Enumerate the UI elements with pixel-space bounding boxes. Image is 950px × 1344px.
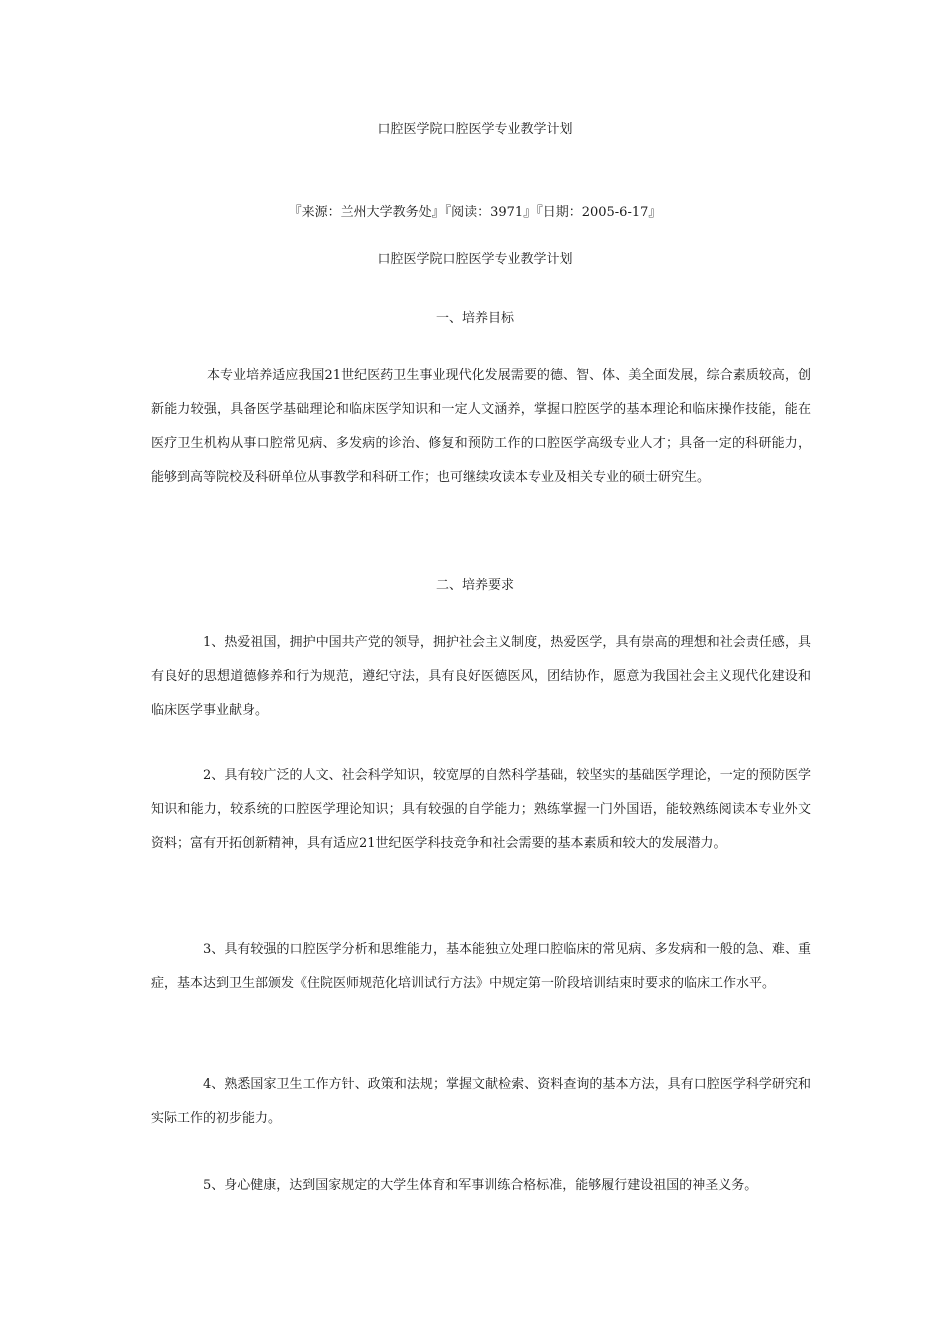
document-title: 口腔医学院口腔医学专业教学计划 (377, 122, 573, 137)
requirement-item-2: 2、具有较广泛的人文、社会科学知识，较宽厚的自然科学基础，较坚实的基础医学理论，一定的预防医学知识和能力，较系统的口腔医学理论知识；具有较强的自学能力；熟练掌握一门外国语，能较熟练阅读本专业外文资料；富有开拓创新精神，具有适应21世纪医学科技竞争和社会需要的基本素质和较大的发展潜力。 (151, 768, 811, 851)
section-heading-training-goals: 一、培养目标 (435, 311, 514, 326)
document-subtitle: 口腔医学院口腔医学专业教学计划 (377, 252, 573, 267)
section-heading-training-requirements: 二、培养要求 (435, 578, 514, 593)
requirement-item-3: 3、具有较强的口腔医学分析和思维能力，基本能独立处理口腔临床的常见病、多发病和一般的急、难、重症，基本达到卫生部颁发《住院医师规范化培训试行方法》中规定第一阶段培训结束时要求的临床工作水平。 (151, 942, 811, 991)
training-goals-paragraph: 本专业培养适应我国21世纪医药卫生事业现代化发展需要的德、智、体、美全面发展，综合素质较高，创新能力较强，具备医学基础理论和临床医学知识和一定人文涵养，掌握口腔医学的基本理论和临床操作技能，能在医疗卫生机构从事口腔常见病、多发病的诊治、修复和预防工作的口腔医学高级专业人才；具备一定的科研能力，能够到高等院校及科研单位从事教学和科研工作；也可继续攻读本专业及相关专业的硕士研究生。 (151, 368, 811, 485)
source-meta-line: 『来源：兰州大学教务处』『阅读：3971』『日期：2005-6-17』 (288, 205, 662, 220)
requirement-item-4: 4、熟悉国家卫生工作方针、政策和法规；掌握文献检索、资料查询的基本方法，具有口腔医学科学研究和实际工作的初步能力。 (151, 1077, 811, 1126)
requirement-item-1: 1、热爱祖国，拥护中国共产党的领导，拥护社会主义制度，热爱医学，具有崇高的理想和社会责任感，具有良好的思想道德修养和行为规范，遵纪守法，具有良好医德医风，团结协作，愿意为我国社会主义现代化建设和临床医学事业献身。 (151, 635, 811, 718)
requirement-item-5: 5、身心健康，达到国家规定的大学生体育和军事训练合格标准，能够履行建设祖国的神圣义务。 (203, 1178, 758, 1193)
